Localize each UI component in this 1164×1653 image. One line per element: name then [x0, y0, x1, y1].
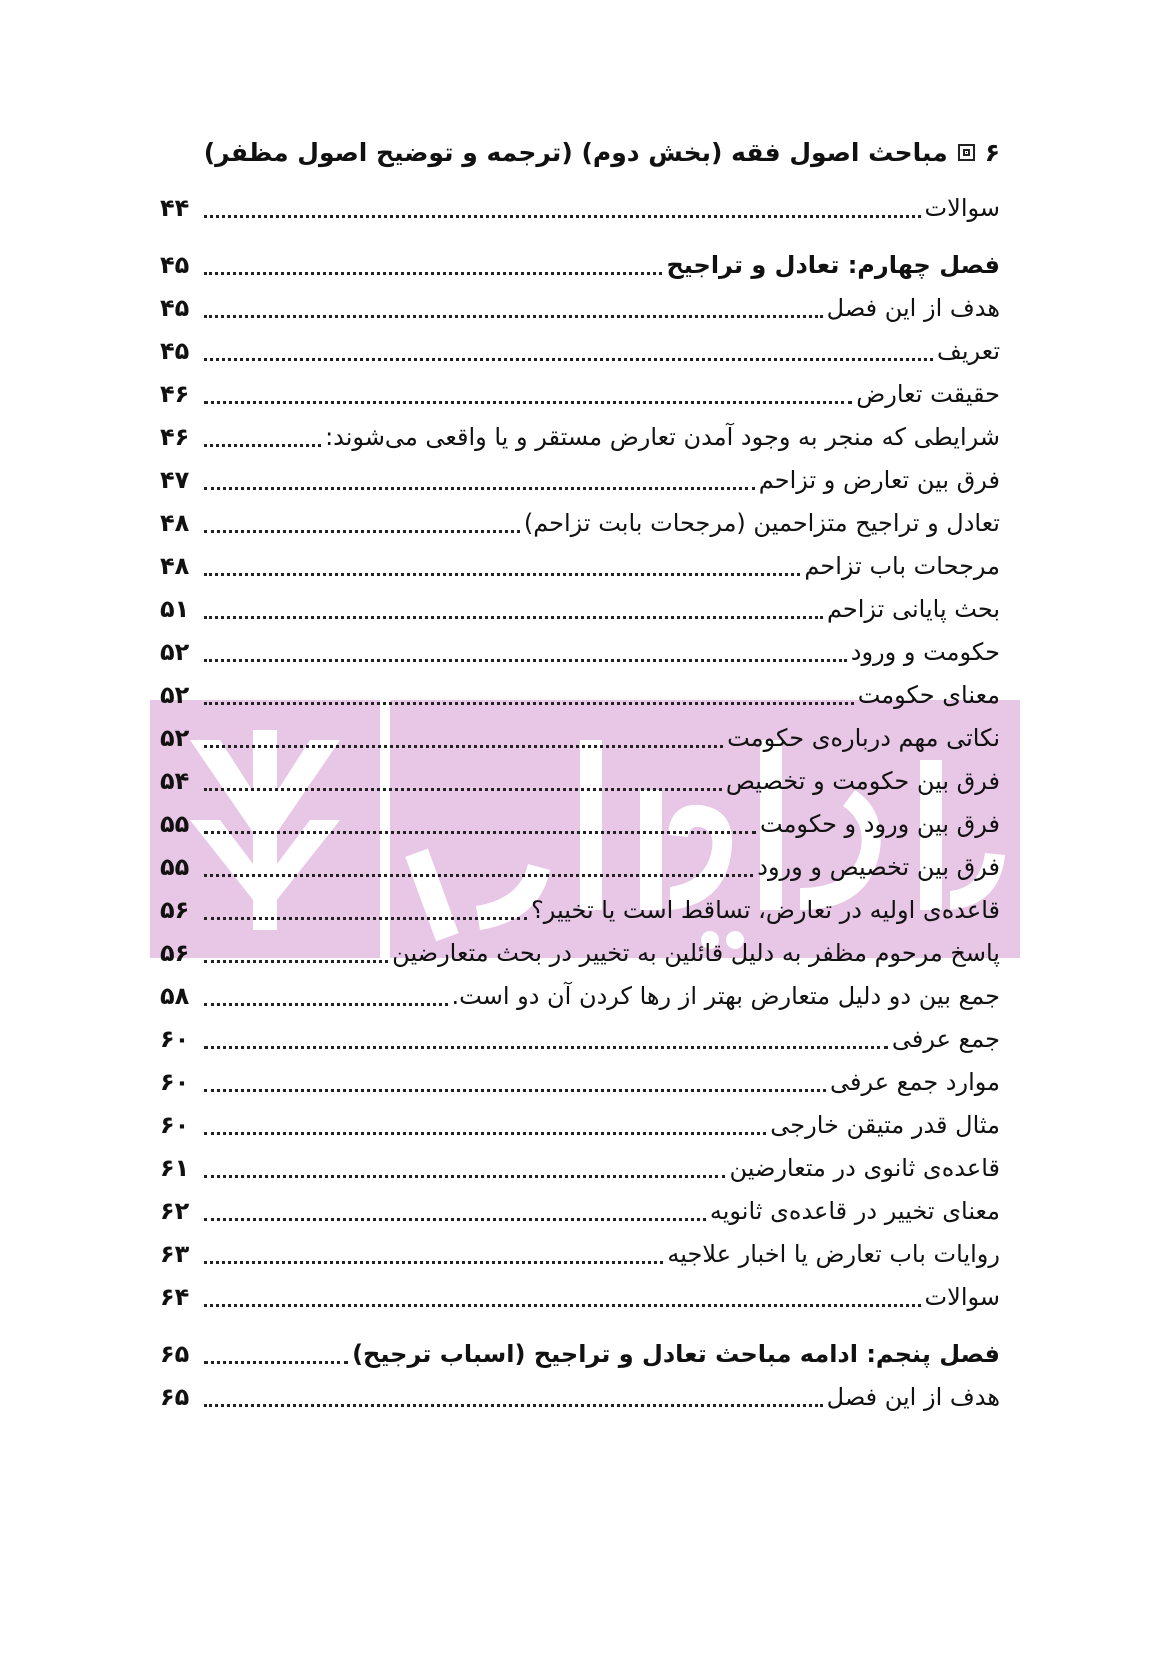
toc-entry[interactable] [160, 632, 1000, 672]
dot-leader [204, 573, 800, 576]
dot-leader [204, 702, 854, 705]
toc-entry[interactable] [160, 331, 1000, 371]
toc-entry[interactable] [160, 503, 1000, 543]
toc-entry-title: روایات باب تعارض یا اخبار علاجیه [667, 1240, 1000, 1268]
dot-leader [204, 616, 823, 619]
toc-entry-title: جمع بین دو دلیل متعارض بهتر از رها کردن آن دو است. [451, 982, 1000, 1010]
toc-entry[interactable] [160, 417, 1000, 457]
toc-entry-title: مرجحات باب تزاحم [804, 552, 1000, 580]
toc-entry-page: ۶۵ [160, 1340, 190, 1368]
toc-entry[interactable] [160, 718, 1000, 758]
toc-entry[interactable] [160, 1277, 1000, 1317]
toc-entry-page: ۵۲ [160, 724, 190, 752]
dot-leader [204, 1218, 706, 1221]
toc-entry[interactable] [160, 1191, 1000, 1231]
toc-entry[interactable] [160, 288, 1000, 328]
toc-entry-title: نکاتی مهم درباره‌ی حکومت [727, 724, 1000, 752]
toc-entry-title: فصل پنجم: ادامه مباحث تعادل و تراجیح (اسباب ترجیح) [352, 1340, 1000, 1368]
toc-entry-title: تعادل و تراجیح متزاحمین (مرجحات بابت تزاحم) [523, 509, 1000, 537]
toc-entry[interactable] [160, 1105, 1000, 1145]
toc-entry-page: ۶۰ [160, 1111, 190, 1139]
toc-entry-page: ۵۴ [160, 767, 190, 795]
toc-entry-title: سوالات [924, 1283, 1000, 1311]
toc-entry[interactable] [160, 933, 1000, 973]
toc-entry-title: هدف از این فصل [826, 294, 1000, 322]
toc-entry-page: ۶۰ [160, 1025, 190, 1053]
toc-entry-title: فرق بین تخصیص و ورود [757, 853, 1000, 881]
toc-entry-page: ۴۶ [160, 423, 190, 451]
toc-entry[interactable] [160, 546, 1000, 586]
toc-entry-title: قاعده‌ی اولیه در تعارض، تساقط است یا تخییر؟ [531, 896, 1000, 924]
toc-entry-page: ۴۸ [160, 552, 190, 580]
dot-leader [204, 745, 723, 748]
toc-entry-title: حکومت و ورود [850, 638, 1000, 666]
dot-leader [204, 917, 527, 920]
toc-entry-title: شرایطی که منجر به وجود آمدن تعارض مستقر و یا واقعی می‌شوند: [325, 423, 1000, 451]
toc-entry-page: ۶۳ [160, 1240, 190, 1268]
dot-leader [204, 1046, 888, 1049]
dot-leader [204, 1304, 921, 1307]
dot-leader [204, 1175, 725, 1178]
dot-leader [204, 1089, 826, 1092]
dot-leader [204, 530, 520, 533]
dot-leader [204, 272, 662, 275]
toc-entry[interactable] [160, 761, 1000, 801]
toc-entry[interactable] [160, 1234, 1000, 1274]
toc-entry-page: ۵۵ [160, 853, 190, 881]
toc-entry-page: ۴۶ [160, 380, 190, 408]
toc-entry-title: پاسخ مرحوم مظفر به دلیل قائلین به تخییر در بحث متعارضین [392, 939, 1000, 967]
toc-entry-page: ۶۲ [160, 1197, 190, 1225]
toc-entry-page: ۴۸ [160, 509, 190, 537]
dot-leader [204, 215, 921, 218]
toc-entry-title: حقیقت تعارض [856, 380, 1000, 408]
toc-entry-title: مثال قدر متیقن خارجی [770, 1111, 1000, 1139]
toc-entry-title: جمع عرفی [891, 1025, 1000, 1053]
toc-chapter-heading[interactable] [160, 245, 1000, 285]
toc-entry-title: بحث پایانی تزاحم [826, 595, 1000, 623]
toc-entry-page: ۵۲ [160, 638, 190, 666]
toc-entry-title: تعریف [936, 337, 1000, 365]
toc-entry-page: ۶۱ [160, 1154, 190, 1182]
toc-entry-page: ۵۵ [160, 810, 190, 838]
toc-entry-page: ۵۱ [160, 595, 190, 623]
dot-leader [204, 444, 321, 447]
toc-entry-page: ۵۲ [160, 681, 190, 709]
dot-leader [204, 1404, 823, 1407]
toc-entry-title: موارد جمع عرفی [830, 1068, 1000, 1096]
toc-entry-title: معنای تخییر در قاعده‌ی ثانویه [709, 1197, 1000, 1225]
dot-leader [204, 487, 755, 490]
toc-entry[interactable] [160, 1148, 1000, 1188]
toc-entry-page: ۶۴ [160, 1283, 190, 1311]
toc-entry-page: ۴۷ [160, 466, 190, 494]
toc-entry-page: ۴۵ [160, 337, 190, 365]
toc-entry-title: فرق بین تعارض و تزاحم [758, 466, 1000, 494]
toc-entry[interactable] [160, 804, 1000, 844]
toc-entry-page: ۵۶ [160, 939, 190, 967]
dot-leader [204, 1261, 663, 1264]
toc-entry-title: معنای حکومت [857, 681, 1000, 709]
toc-entry[interactable] [160, 460, 1000, 500]
toc-entry[interactable] [160, 847, 1000, 887]
dot-leader [204, 831, 756, 834]
dot-leader [204, 874, 753, 877]
dot-leader [204, 401, 852, 404]
toc-entry-title: هدف از این فصل [826, 1383, 1000, 1411]
toc-entry-title: فرق بین حکومت و تخصیص [725, 767, 1000, 795]
toc-entry-page: ۴۵ [160, 294, 190, 322]
toc-entry[interactable] [160, 1062, 1000, 1102]
toc-chapter-heading[interactable] [160, 1334, 1000, 1374]
dot-leader [204, 315, 823, 318]
toc-entry-page: ۵۶ [160, 896, 190, 924]
dot-leader [204, 960, 388, 963]
toc-entry-page: ۴۵ [160, 251, 190, 279]
dot-leader [204, 1003, 448, 1006]
dot-leader [204, 1132, 766, 1135]
toc-entry[interactable] [160, 188, 1000, 228]
toc-entry-title: سوالات [924, 194, 1000, 222]
dot-leader [204, 358, 933, 361]
dot-leader [204, 788, 722, 791]
toc-entry[interactable] [160, 1377, 1000, 1417]
toc-entry[interactable] [160, 1019, 1000, 1059]
toc-entry[interactable] [160, 589, 1000, 629]
toc-entry[interactable] [160, 976, 1000, 1016]
toc-entry[interactable] [160, 675, 1000, 715]
toc-entry-page: ۶۵ [160, 1383, 190, 1411]
page-number: ۶ [984, 137, 1000, 167]
toc-entry[interactable] [160, 890, 1000, 930]
dot-leader [204, 659, 847, 662]
toc-entry-title: فرق بین ورود و حکومت [760, 810, 1000, 838]
book-title: مباحث اصول فقه (بخش دوم) (ترجمه و توضیح اصول مظفر) [203, 137, 948, 167]
dot-leader [204, 1361, 348, 1364]
toc-entry[interactable] [160, 374, 1000, 414]
toc-entry-page: ۵۸ [160, 982, 190, 1010]
toc-entry-page: ۴۴ [160, 194, 190, 222]
toc-entry-title: فصل چهارم: تعادل و تراجیح [666, 251, 1000, 279]
toc-entry-page: ۶۰ [160, 1068, 190, 1096]
toc-entry-title: قاعده‌ی ثانوی در متعارضین [729, 1154, 1000, 1182]
